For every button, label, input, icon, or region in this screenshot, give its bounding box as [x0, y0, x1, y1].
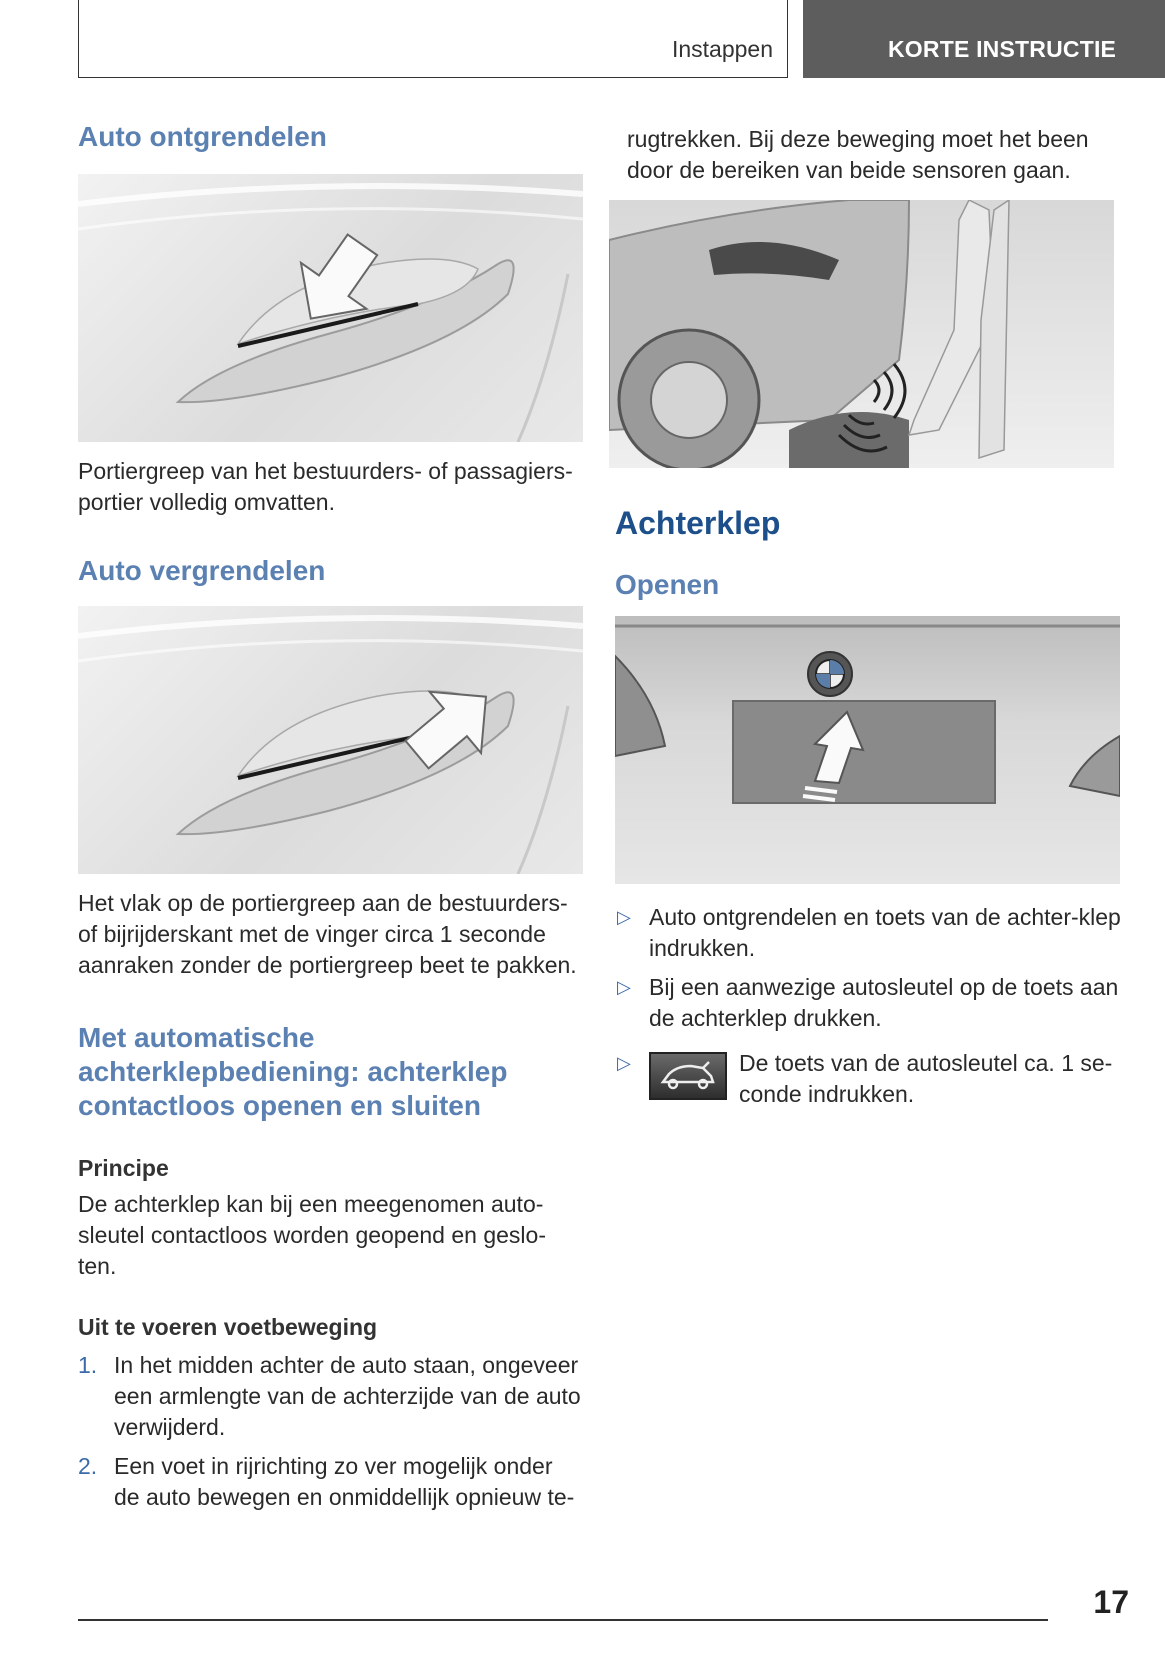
heading-tailgate: Achterklep: [615, 505, 781, 541]
door-handle-lock-illustration: [78, 606, 583, 874]
list-item: ▷ Bij een aanwezige autosleutel op de toets aan de achterklep drukken.: [617, 974, 1119, 1031]
tailgate-open-options: [615, 902, 1130, 1110]
door-handle-unlock-illustration: [78, 174, 583, 442]
key-tailgate-button-icon: [649, 1052, 727, 1100]
triangle-bullet-icon: ▷: [617, 907, 631, 927]
paragraph-continued: rugtrekken. Bij deze beweging moet het been door de bereiken van beide sensoren gaan.: [627, 126, 1089, 183]
paragraph-lock: Het vlak op de portiergreep aan de bestuurders- of bijrijderskant met de vinger circa 1 seconde aanraken zonder de portiergreep beet te pakken.: [78, 890, 577, 978]
list-item: 1. In het midden achter de auto staan, ongeveer een armlengte van de achterzijde van de auto verwijderd.: [78, 1352, 581, 1440]
header-section-title: Instappen: [671, 36, 773, 62]
triangle-bullet-icon: ▷: [617, 977, 631, 997]
foot-movement-steps: [78, 1350, 583, 1513]
right-column: [615, 124, 1130, 1118]
foot-gesture-illustration: [609, 200, 1114, 468]
left-column: [78, 120, 583, 1521]
tailgate-button-illustration: [615, 616, 1120, 884]
footer-rule: [78, 1619, 1048, 1621]
paragraph-principle: De achterklep kan bij een meegenomen auto-sleutel contactloos worden geopend en geslo-ten.: [78, 1191, 546, 1279]
list-item: 2. Een voet in rijrichting zo ver mogelijk onder de auto bewegen en onmiddellijk opnieuw te-: [78, 1453, 575, 1510]
list-item: ▷ Auto ontgrendelen en toets van de achter-klep indrukken.: [617, 904, 1121, 961]
header-box: [78, 0, 788, 78]
heading-open: Openen: [615, 569, 720, 600]
list-item: ▷ De toets van de autosleutel ca. 1 se-conde indrukken.: [617, 1050, 1113, 1107]
header-chapter-tab: KORTE INSTRUCTIE: [803, 0, 1165, 78]
heading-foot-movement: Uit te voeren voetbeweging: [78, 1314, 378, 1340]
page-number: 17: [1093, 1584, 1129, 1620]
heading-unlock: Auto ontgrendelen: [78, 121, 327, 152]
heading-principle: Principe: [78, 1155, 169, 1181]
heading-automatic-tailgate: Met automatische achterklepbediening: achterklep contactloos openen en sluiten: [78, 1022, 508, 1121]
heading-lock: Auto vergrendelen: [78, 555, 326, 586]
triangle-bullet-icon: ▷: [617, 1053, 631, 1073]
paragraph-unlock: Portiergreep van het bestuurders- of passagiers-portier volledig omvatten.: [78, 458, 573, 515]
